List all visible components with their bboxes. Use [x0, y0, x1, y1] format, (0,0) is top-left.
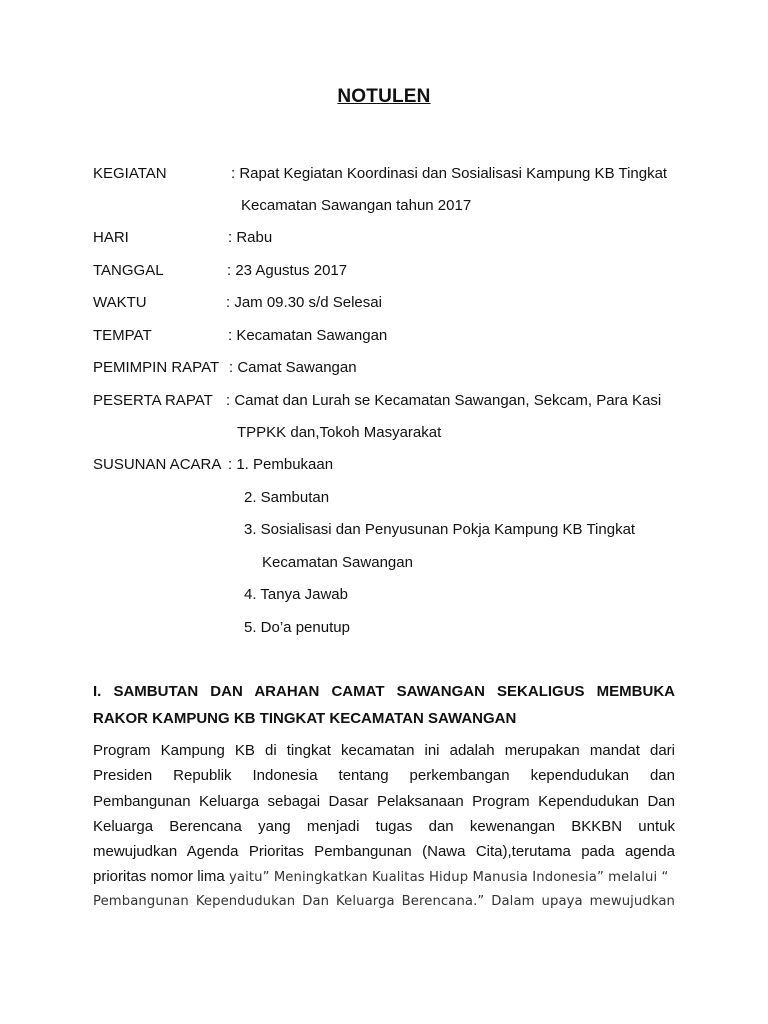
agenda-item-2: 2. Sambutan	[244, 489, 330, 506]
label-kegiatan: KEGIATAN	[93, 165, 167, 182]
agenda-item-4: 4. Tanya Jawab	[244, 586, 348, 603]
paragraph-line-7: Pembangunan Kependudukan Dan Keluarga Berencana.” Dalam upaya mewujudkan	[93, 894, 675, 909]
label-hari: HARI	[93, 229, 129, 246]
paragraph-line-5: mewujudkan Agenda Prioritas Pembangunan (Nawa Cita),terutama pada agenda	[93, 843, 675, 860]
paragraph-line-6-quote: yaitu” Meningkatkan Kualitas Hidup Manusia Indonesia” melalui “	[224, 870, 669, 885]
value-peserta-rapat: : Camat dan Lurah se Kecamatan Sawangan, Sekcam, Para Kasi	[226, 392, 662, 409]
value-peserta-rapat-cont: TPPKK dan,Tokoh Masyarakat	[237, 424, 442, 441]
value-tempat: : Kecamatan Sawangan	[228, 327, 388, 344]
paragraph-line-6	[93, 868, 675, 887]
paragraph-line-3: Pembangunan Keluarga sebagai Dasar Pelaksanaan Program Kependudukan Dan	[93, 793, 675, 810]
agenda-item-3: 3. Sosialisasi dan Penyusunan Pokja Kampung KB Tingkat	[244, 521, 636, 538]
paragraph-line-2: Presiden Republik Indonesia tentang perkembangan kependudukan dan	[93, 767, 675, 784]
value-tanggal: : 23 Agustus 2017	[227, 262, 348, 279]
value-kegiatan-cont: Kecamatan Sawangan tahun 2017	[241, 197, 472, 214]
label-peserta-rapat: PESERTA RAPAT	[93, 392, 213, 409]
label-tanggal: TANGGAL	[93, 262, 164, 279]
value-waktu: : Jam 09.30 s/d Selesai	[226, 294, 382, 311]
paragraph-line-1: Program Kampung KB di tingkat kecamatan ini adalah merupakan mandat dari	[93, 742, 675, 759]
label-tempat: TEMPAT	[93, 327, 152, 344]
value-pemimpin-rapat: : Camat Sawangan	[229, 359, 357, 376]
label-pemimpin-rapat: PEMIMPIN RAPAT	[93, 359, 220, 376]
label-waktu: WAKTU	[93, 294, 147, 311]
agenda-item-1: : 1. Pembukaan	[228, 456, 334, 473]
label-susunan-acara: SUSUNAN ACARA	[93, 456, 222, 473]
value-kegiatan: : Rapat Kegiatan Koordinasi dan Sosialisasi Kampung KB Tingkat	[231, 165, 668, 182]
agenda-item-3-cont: Kecamatan Sawangan	[262, 554, 413, 571]
section-heading-line1: I. SAMBUTAN DAN ARAHAN CAMAT SAWANGAN SEKALIGUS MEMBUKA	[93, 683, 675, 700]
paragraph-line-4: Keluarga Berencana yang menjadi tugas dan kewenangan BKKBN untuk	[93, 818, 675, 835]
section-heading-line2: RAKOR KAMPUNG KB TINGKAT KECAMATAN SAWANGAN	[93, 710, 517, 727]
agenda-item-5: 5. Do’a penutup	[244, 619, 350, 636]
value-hari: : Rabu	[228, 229, 273, 246]
document-title: NOTULEN	[337, 86, 431, 107]
paragraph-line-6-start: prioritas nomor lima	[93, 868, 225, 885]
